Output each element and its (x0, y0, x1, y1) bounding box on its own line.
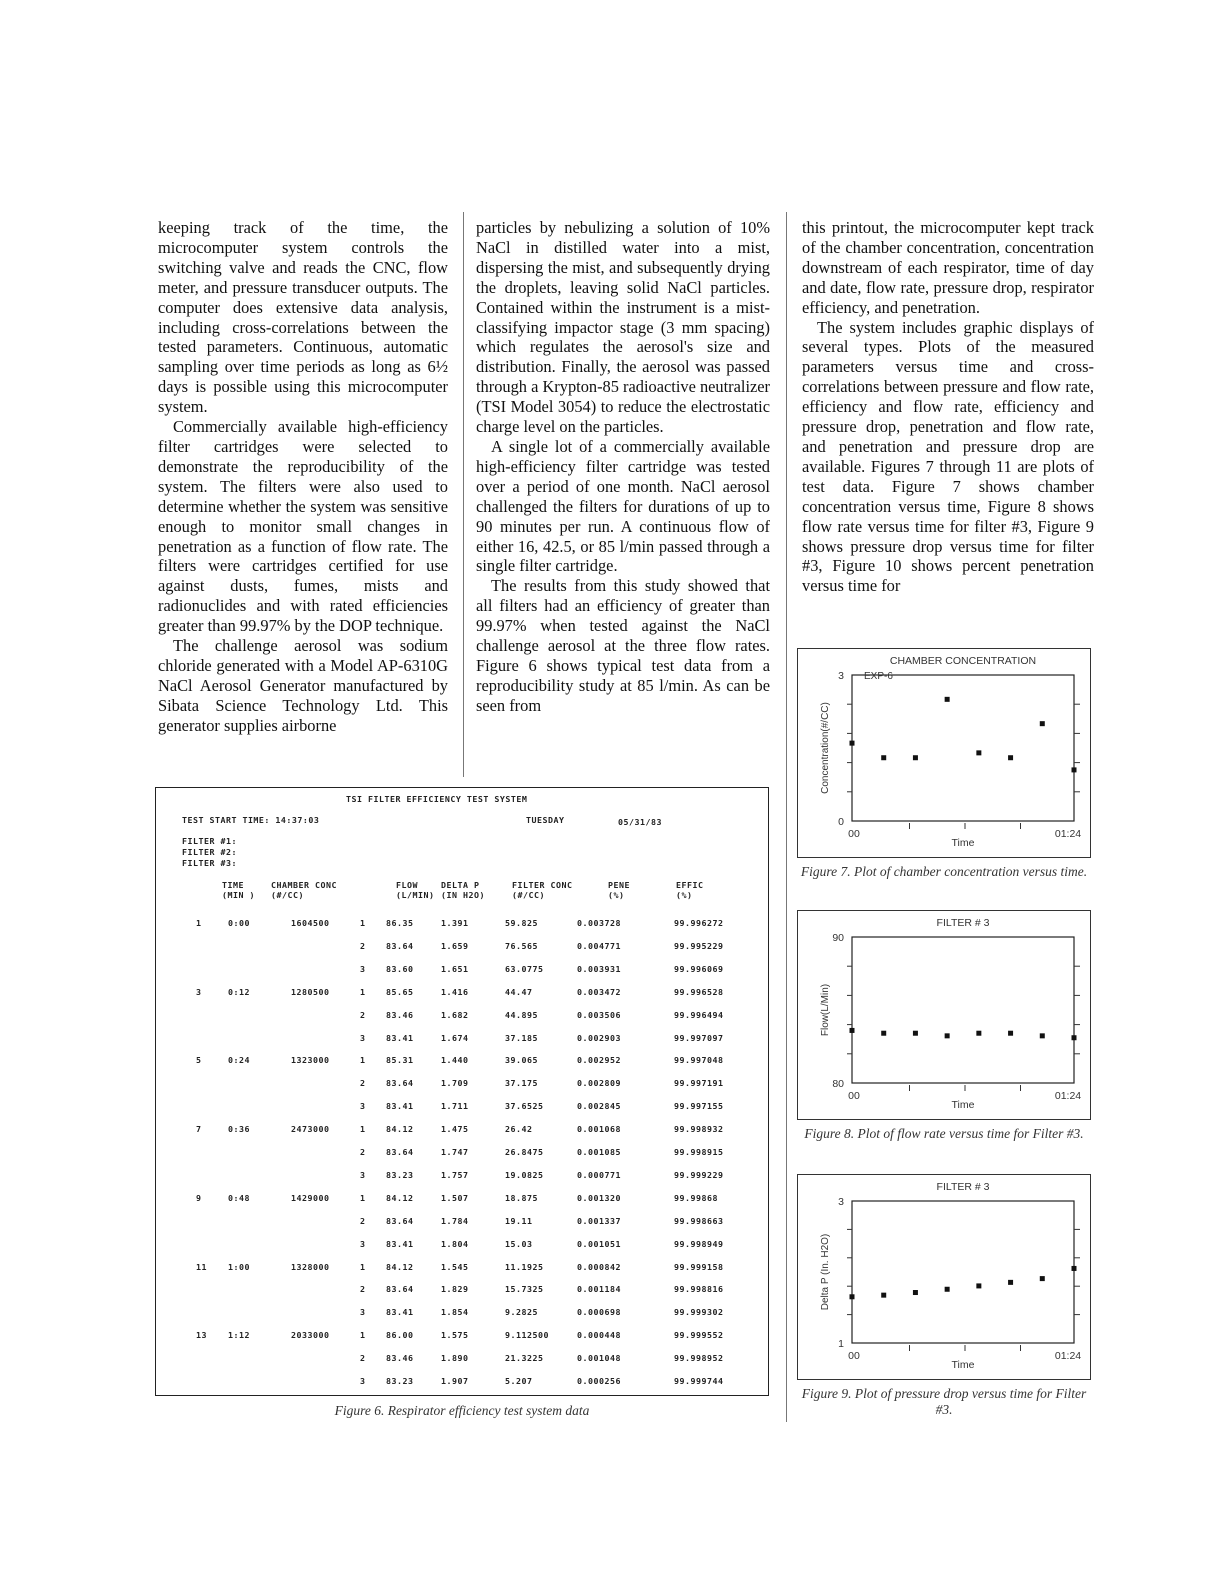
table-cell: 1 (360, 986, 366, 997)
table-cell: 2 (360, 1147, 366, 1157)
table-cell: 99.998915 (674, 1147, 724, 1157)
table-cell: 83.64 (386, 1147, 414, 1157)
paragraph: The challenge aerosol was sodium chloride generated with a Model AP-6310G NaCl Aerosol Generator manufactured by Sibata Science Technology Ltd. This generator supplies airborne (158, 636, 448, 735)
table-cell: 83.64 (386, 940, 414, 951)
table-cell: 99.995229 (674, 940, 724, 951)
y-tick-label: 3 (838, 670, 844, 682)
table-cell: 1328000 (291, 1261, 330, 1272)
x-tick-label: 00 (848, 1350, 860, 1362)
table-cell: 37.175 (505, 1078, 538, 1089)
table-cell: 3 (360, 1238, 366, 1249)
table-cell: 1.391 (441, 918, 469, 928)
table-cell: 99.999302 (674, 1307, 724, 1318)
column-header: (L/MIN) (396, 890, 435, 900)
y-tick-label: 3 (838, 1196, 844, 1208)
table-cell: 99.99868 (674, 1192, 718, 1203)
table-cell: 39.065 (505, 1055, 538, 1066)
data-point (1072, 1035, 1077, 1040)
x-axis-label: Time (951, 1099, 975, 1111)
column-header: (%) (676, 890, 693, 900)
column-header: (IN H2O) (441, 890, 485, 900)
table-cell: 99.998663 (674, 1215, 724, 1226)
table-cell: 1 (360, 1055, 366, 1066)
paragraph: this printout, the microcomputer kept track of the chamber concentration, concentration downstream of each respirator, time of day and date, flow rate, pressure drop, respirator efficiency, and penetration. (802, 218, 1094, 317)
table-cell: 1.682 (441, 1009, 469, 1020)
table-cell: 2473000 (291, 1124, 330, 1135)
table-cell: 1.784 (441, 1215, 469, 1226)
x-tick-label: 01:24 (1054, 1090, 1082, 1102)
filter-label: FILTER #2: (182, 847, 237, 857)
figure-6-caption: Figure 6. Respirator efficiency test system data (334, 1403, 590, 1418)
chart-svg (798, 649, 1090, 857)
chart-svg (798, 911, 1090, 1119)
y-tick-label: 1 (838, 1338, 844, 1350)
table-cell: 0:12 (228, 986, 250, 997)
table-cell: 86.00 (386, 1330, 414, 1341)
y-axis-label: Delta P (In. H2O) (820, 1233, 831, 1311)
y-tick-label: 0 (838, 816, 844, 828)
table-cell: 1323000 (291, 1055, 330, 1066)
column-header: (#/CC) (271, 890, 304, 900)
table-cell: 1.507 (441, 1192, 469, 1203)
paragraph: The system includes graphic displays of several types. Plots of the measured parameters versus time and cross-correlations between pressure and flow rate, efficiency and flow rate, efficiency and pressure drop, penetration and flow rate, and penetration and pressure drop are available. Figures 7 through 11 are plots of test data. Figure 7 shows chamber concentration versus time, Figure 8 shows flow rate versus time for filter #3, Figure 9 shows pressure drop versus time for filter #3, Figure 10 shows percent penetration versus time for (802, 317, 1094, 596)
data-point (1040, 1033, 1045, 1038)
table-cell: 1.890 (441, 1353, 469, 1364)
table-cell: 1280500 (291, 986, 330, 997)
table-cell: 21.3225 (505, 1353, 544, 1364)
data-point (1072, 1266, 1077, 1271)
data-point (976, 1031, 981, 1036)
table-cell: 18.875 (505, 1192, 538, 1203)
data-point (945, 697, 950, 702)
table-cell: 83.41 (386, 1238, 414, 1249)
y-axis-label: Concentration(#/CC) (820, 702, 831, 794)
table-cell: 1:12 (228, 1330, 250, 1341)
chart-subtitle: EXP-6 (864, 671, 893, 682)
table-cell: 15.03 (505, 1238, 533, 1249)
table-cell: 0.004771 (577, 940, 621, 951)
table-cell: 63.0775 (505, 963, 544, 974)
column-header: (#/CC) (512, 890, 545, 900)
table-cell: 83.64 (386, 1215, 414, 1226)
table-cell: 99.997097 (674, 1032, 724, 1043)
table-cell: 1.854 (441, 1307, 469, 1318)
y-axis-label: Flow(L/Min) (820, 983, 831, 1037)
table-cell: 9 (196, 1192, 202, 1203)
data-point (881, 755, 886, 760)
table-cell: 1.416 (441, 986, 469, 997)
table-cell: 99.998952 (674, 1353, 724, 1364)
table-cell: 9.2825 (505, 1307, 538, 1318)
x-tick-label: 01:24 (1054, 828, 1082, 840)
table-cell: 76.565 (505, 940, 538, 951)
paragraph: particles by nebulizing a solution of 10% NaCl in distilled water into a mist, dispersing the mist, and subsequently drying the droplets, leaving solid NaCl particles. Contained within the instrument is a mist-classifying impactor stage (3 mm spacing) which regulates the aerosol's size and distribution. Finally, the aerosol was passed through a Krypton-85 radioactive neutralizer (TSI Model 3054) to reduce the electrostatic charge level on the particles. (476, 218, 771, 437)
table-cell: 3 (360, 1032, 366, 1043)
plot-frame (852, 937, 1074, 1083)
table-cell: 2 (360, 1078, 366, 1089)
paragraph: A single lot of a commercially available high-efficiency filter cartridge was tested over a period of one month. NaCl aerosol challenged the filters for durations of up to 90 minutes per run. A continuous flow of either 16, 42.5, or 85 l/min passed through a single filter cartridge. (476, 436, 770, 576)
table-cell: 0.003931 (577, 963, 621, 974)
data-point (1072, 767, 1077, 772)
table-cell: 0:48 (228, 1192, 250, 1203)
table-cell: 83.64 (386, 1078, 414, 1089)
table-cell: 2 (360, 1353, 366, 1364)
table-cell: 84.12 (386, 1261, 414, 1272)
text-column-1 (158, 218, 448, 736)
table-cell: 0.000771 (577, 1169, 621, 1180)
figure-9-caption: Figure 9. Plot of pressure drop versus time for Filter #3. (801, 1386, 1087, 1417)
y-tick-label: 90 (832, 932, 844, 944)
table-cell: 44.895 (505, 1009, 538, 1020)
table-cell: 2 (360, 1215, 366, 1226)
table-cell: 0.000842 (577, 1261, 621, 1272)
table-cell: 0:00 (228, 918, 250, 928)
table-cell: 5.207 (505, 1376, 533, 1386)
data-point (850, 1028, 855, 1033)
table-cell: 1.907 (441, 1376, 469, 1386)
table-cell: 3 (196, 986, 202, 997)
table-cell: 2 (360, 1009, 366, 1020)
data-point (1008, 1280, 1013, 1285)
table-cell: 19.11 (505, 1215, 533, 1226)
figure-7-caption: Figure 7. Plot of chamber concentration versus time. (800, 864, 1088, 879)
paragraph: keeping track of the time, the microcomputer system controls the switching valve and reads the CNC, flow meter, and pressure transducer outputs. The computer does extensive data analysis, including cross-correlations between the tested parameters. Continuous, automatic sampling over time periods as long as 6½ days is possible using this microcomputer system. (158, 218, 448, 417)
data-point (850, 1294, 855, 1299)
table-cell: 83.41 (386, 1032, 414, 1043)
table-cell: 19.0825 (505, 1169, 544, 1180)
column-header: TIME (222, 880, 244, 890)
table-cell: 3 (360, 1307, 366, 1318)
x-tick-label: 00 (848, 828, 860, 840)
table-cell: 11 (196, 1261, 207, 1272)
data-point (881, 1293, 886, 1298)
table-cell: 3 (360, 1376, 366, 1386)
table-cell: 1604500 (291, 918, 330, 928)
table-cell: 99.997048 (674, 1055, 724, 1066)
table-cell: 83.64 (386, 1284, 414, 1295)
figure-6-printout (155, 787, 769, 1396)
data-point (1040, 1276, 1045, 1281)
table-cell: 1.475 (441, 1124, 469, 1135)
table-cell: 37.6525 (505, 1101, 544, 1112)
table-cell: 1 (360, 1261, 366, 1272)
chart-title: FILTER # 3 (936, 917, 990, 929)
data-point (913, 755, 918, 760)
test-start-time: TEST START TIME: 14:37:03 (182, 815, 320, 825)
table-cell: 99.999552 (674, 1330, 724, 1341)
table-cell: 0.002952 (577, 1055, 621, 1066)
table-cell: 2 (360, 1284, 366, 1295)
table-cell: 99.998932 (674, 1124, 724, 1135)
table-cell: 99.999158 (674, 1261, 724, 1272)
table-cell: 83.23 (386, 1376, 414, 1386)
table-cell: 0.000256 (577, 1376, 621, 1386)
table-cell: 1.829 (441, 1284, 469, 1295)
y-tick-label: 80 (832, 1078, 844, 1090)
printout-title: TSI FILTER EFFICIENCY TEST SYSTEM (346, 794, 528, 804)
table-cell: 26.42 (505, 1124, 533, 1135)
table-cell: 1.674 (441, 1032, 469, 1043)
table-cell: 1.711 (441, 1101, 469, 1112)
table-cell: 11.1925 (505, 1261, 544, 1272)
table-cell: 0.001068 (577, 1124, 621, 1135)
table-cell: 3 (360, 1169, 366, 1180)
table-cell: 3 (360, 963, 366, 974)
table-cell: 0.003506 (577, 1009, 621, 1020)
table-cell: 2 (360, 940, 366, 951)
table-cell: 0:36 (228, 1124, 250, 1135)
x-tick-label: 01:24 (1054, 1350, 1082, 1362)
table-cell: 1.575 (441, 1330, 469, 1341)
table-cell: 0.000698 (577, 1307, 621, 1318)
table-cell: 83.46 (386, 1353, 414, 1364)
column-divider (463, 212, 464, 777)
table-cell: 9.112500 (505, 1330, 549, 1341)
data-point (945, 1287, 950, 1292)
table-cell: 1 (360, 1192, 366, 1203)
table-cell: 5 (196, 1055, 202, 1066)
table-cell: 0.000448 (577, 1330, 621, 1341)
table-cell: 99.996494 (674, 1009, 724, 1020)
table-cell: 37.185 (505, 1032, 538, 1043)
table-cell: 83.41 (386, 1101, 414, 1112)
x-axis-label: Time (951, 837, 975, 849)
figure-8-caption: Figure 8. Plot of flow rate versus time for Filter #3. (804, 1126, 1084, 1141)
table-cell: 44.47 (505, 986, 533, 997)
table-cell: 85.65 (386, 986, 414, 997)
data-point (976, 1283, 981, 1288)
table-cell: 99.996528 (674, 986, 724, 997)
text-column-3 (802, 218, 1094, 596)
data-point (850, 741, 855, 746)
table-cell: 1:00 (228, 1261, 250, 1272)
column-header: (%) (608, 890, 625, 900)
table-cell: 1 (360, 1124, 366, 1135)
table-cell: 99.998816 (674, 1284, 724, 1295)
table-cell: 85.31 (386, 1055, 414, 1066)
paragraph: The results from this study showed that all filters had an efficiency of greater than 99.97% when tested against the NaCl challenge aerosol at the three flow rates. Figure 6 shows typical test data from a reproducibility study at 85 l/min. As can be seen from (476, 576, 770, 715)
plot-frame (852, 1201, 1074, 1343)
column-divider (786, 212, 787, 1422)
x-axis-label: Time (951, 1359, 975, 1371)
table-cell: 26.8475 (505, 1147, 544, 1157)
filter-label: FILTER #1: (182, 836, 237, 846)
table-cell: 83.23 (386, 1169, 414, 1180)
table-cell: 0.003728 (577, 918, 621, 928)
table-cell: 0.003472 (577, 986, 621, 997)
data-point (945, 1033, 950, 1038)
table-cell: 0.001320 (577, 1192, 621, 1203)
data-point (881, 1031, 886, 1036)
table-cell: 0.001184 (577, 1284, 621, 1295)
table-cell: 0:24 (228, 1055, 250, 1066)
table-cell: 0.002845 (577, 1101, 621, 1112)
table-cell: 1.651 (441, 963, 469, 974)
table-cell: 99.996272 (674, 918, 724, 928)
figure-7-chart (797, 648, 1091, 858)
table-cell: 83.41 (386, 1307, 414, 1318)
table-cell: 99.999229 (674, 1169, 724, 1180)
paragraph: Commercially available high-efficiency filter cartridges were selected to demonstrate the reproducibility of the system. The filters were also used to determine whether the system was sensitive enough to monitor small changes in penetration as a function of flow rate. The filters were cartridges certified for use against dusts, fumes, mists and radionuclides and with rated efficiencies greater than 99.97% by the DOP technique. (158, 417, 448, 636)
table-cell: 1 (196, 918, 202, 928)
test-date: 05/31/83 (618, 817, 662, 827)
table-cell: 0.001048 (577, 1353, 621, 1364)
x-tick-label: 00 (848, 1090, 860, 1102)
table-cell: 83.46 (386, 1009, 414, 1020)
table-cell: 83.60 (386, 963, 414, 974)
figure-9-chart (797, 1174, 1091, 1380)
table-cell: 59.825 (505, 918, 538, 928)
column-header: PENE (608, 880, 630, 890)
table-cell: 0.002809 (577, 1078, 621, 1089)
table-cell: 0.001337 (577, 1215, 621, 1226)
table-cell: 1 (360, 1330, 366, 1341)
filter-label: FILTER #3: (182, 858, 237, 868)
table-cell: 15.7325 (505, 1284, 544, 1295)
data-point (1008, 1031, 1013, 1036)
table-cell: 0.001051 (577, 1238, 621, 1249)
data-point (1040, 721, 1045, 726)
chart-title: FILTER # 3 (936, 1181, 990, 1193)
column-header: FLOW (396, 880, 418, 890)
table-cell: 1.804 (441, 1238, 469, 1249)
table-cell: 99.997191 (674, 1078, 724, 1089)
table-cell: 13 (196, 1330, 207, 1341)
table-cell: 84.12 (386, 1192, 414, 1203)
table-cell: 99.996069 (674, 963, 724, 974)
table-cell: 1.747 (441, 1147, 469, 1157)
table-cell: 7 (196, 1124, 202, 1135)
table-cell: 1.659 (441, 940, 469, 951)
table-cell: 2033000 (291, 1330, 330, 1341)
table-cell: 99.998949 (674, 1238, 724, 1249)
column-header: FILTER CONC (512, 880, 573, 890)
table-cell: 1.545 (441, 1261, 469, 1272)
table-cell: 1.709 (441, 1078, 469, 1089)
table-cell: 3 (360, 1101, 366, 1112)
chart-svg (798, 1175, 1090, 1379)
figure-8-chart (797, 910, 1091, 1120)
table-cell: 84.12 (386, 1124, 414, 1135)
table-cell: 0.001085 (577, 1147, 621, 1157)
table-cell: 99.999744 (674, 1376, 724, 1386)
table-cell: 86.35 (386, 918, 414, 928)
column-header: DELTA P (441, 880, 480, 890)
test-day: TUESDAY (526, 815, 565, 825)
column-header: (MIN ) (222, 890, 255, 900)
table-cell: 0.002903 (577, 1032, 621, 1043)
table-cell: 1.440 (441, 1055, 469, 1066)
plot-frame (852, 675, 1074, 821)
data-point (1008, 755, 1013, 760)
column-header: EFFIC (676, 880, 704, 890)
table-cell: 1 (360, 918, 366, 928)
column-header: CHAMBER CONC (271, 880, 337, 890)
table-cell: 99.997155 (674, 1101, 724, 1112)
data-point (976, 750, 981, 755)
data-point (913, 1290, 918, 1295)
chart-title: CHAMBER CONCENTRATION (889, 655, 1037, 667)
text-column-2 (476, 218, 770, 716)
data-point (913, 1031, 918, 1036)
table-cell: 1429000 (291, 1192, 330, 1203)
table-cell: 1.757 (441, 1169, 469, 1180)
